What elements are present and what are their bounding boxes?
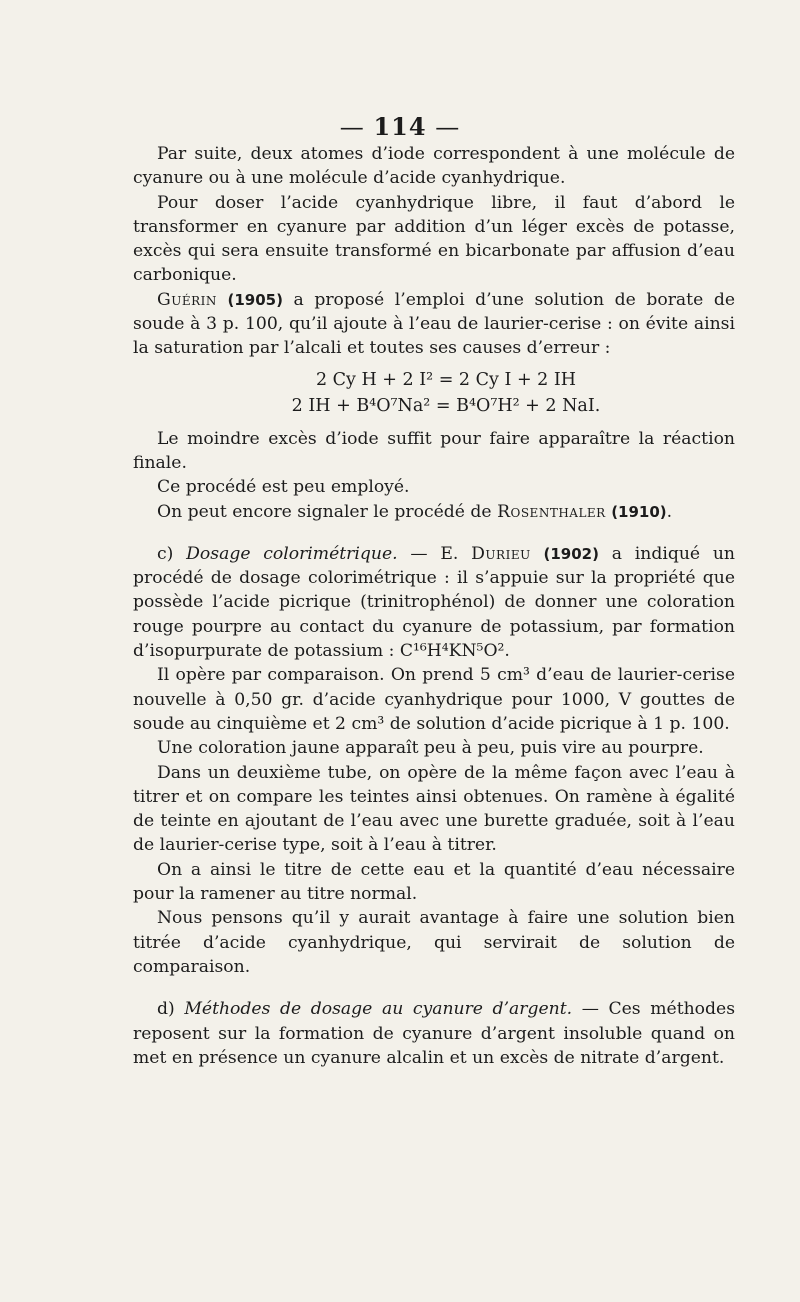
paragraph-8: Il opère par comparaison. On prend 5 cm³ d’eau de laurier-cerise nouvelle à 0,50 gr. d’acide cyanhydrique pour 1000, V gouttes de soude au cinquième et 2 cm³ de solution d’acide picrique à 1 p. 100. (133, 665, 735, 734)
paragraph-6 (133, 500, 735, 524)
section-c-label: c) (157, 543, 187, 564)
page-body (133, 142, 735, 1070)
paragraph-11: On a ainsi le titre de cette eau et la quantité d’eau nécessaire pour la ramener au titre normal. (133, 859, 735, 905)
author-rosenthaler: Rosenthaler (497, 501, 606, 522)
page-number: 114 (373, 112, 427, 141)
paragraph-3 (133, 288, 735, 361)
paragraph-5: Ce procédé est peu employé. (157, 477, 410, 498)
header-dash-right: — (435, 113, 461, 141)
paragraph-7-text: a indiqué un procédé de dosage colorimétrique : il s’appuie sur la propriété que possède l’acide picrique (trinitrophénol) de donner une coloration rouge pourpre au contact du cyanure de potassium, par formation d’isopurpurate de potassium : C¹⁶H⁴KN⁵O². (133, 543, 735, 662)
paragraph-3-text: a proposé l’emploi d’une solution de borate de soude à 3 p. 100, qu’il ajoute à l’eau de laurier-cerise : on évite ainsi la saturation par l’alcali et toutes ses causes d’erreur : (133, 289, 735, 359)
equation-2: 2 IH + B⁴O⁷Na² = B⁴O⁷H² + 2 NaI. (291, 395, 601, 416)
paragraph-9: Une coloration jaune apparaît peu à peu, puis vire au pourpre. (157, 738, 704, 759)
paragraph-2: Pour doser l’acide cyanhydrique libre, il faut d’abord le transformer en cyanure par addition d’un léger excès de potasse, excès qui sera ensuite transformé en bicarbonate par affusion d’eau carbonique. (133, 192, 735, 286)
paragraph-13 (133, 997, 735, 1070)
year-1902: (1902) (543, 544, 599, 563)
paragraph-1: Par suite, deux atomes d’iode correspondent à une molécule de cyanure ou à une molécule d’acide cyanhydrique. (133, 144, 735, 189)
paragraph-7 (133, 542, 735, 663)
equation-1: 2 Cy H + 2 I² = 2 Cy I + 2 IH (315, 369, 577, 390)
page-header (0, 112, 800, 141)
paragraph-6-text: On peut encore signaler le procédé de (157, 501, 498, 522)
author-durieu: Durieu (471, 543, 531, 564)
section-c-title: Dosage colorimétrique. (186, 543, 398, 564)
paragraph-12: Nous pensons qu’il y aurait avantage à faire une solution bien titrée d’acide cyanhydrique, qui servirait de solution de comparaison. (133, 908, 735, 977)
year-1910: (1910) (611, 502, 667, 521)
equation-block (133, 367, 735, 419)
paragraph-4: Le moindre excès d’iode suffit pour faire apparaître la réaction finale. (133, 428, 735, 473)
header-dash-left: — (339, 113, 365, 141)
section-c-dash: — E. (397, 543, 472, 564)
paragraph-13-text: — Ces méthodes reposent sur la formation de cyanure d’argent insoluble quand on met en présence un cyanure alcalin et un excès de nitrate d’argent. (133, 999, 736, 1068)
section-d-label: d) (157, 999, 185, 1020)
author-guerin: Guérin (157, 289, 217, 310)
section-d-title: Méthodes de dosage au cyanure d’argent. (184, 999, 573, 1020)
paragraph-6-end: . (666, 501, 673, 522)
paragraph-10: Dans un deuxième tube, on opère de la même façon avec l’eau à titrer et on compare les teintes ainsi obtenues. On ramène à égalité de teinte en ajoutant de l’eau avec une burette graduée, soit à l’eau de laurier-cerise type, soit à l’eau à titrer. (133, 762, 735, 856)
year-1905: (1905) (227, 290, 283, 309)
